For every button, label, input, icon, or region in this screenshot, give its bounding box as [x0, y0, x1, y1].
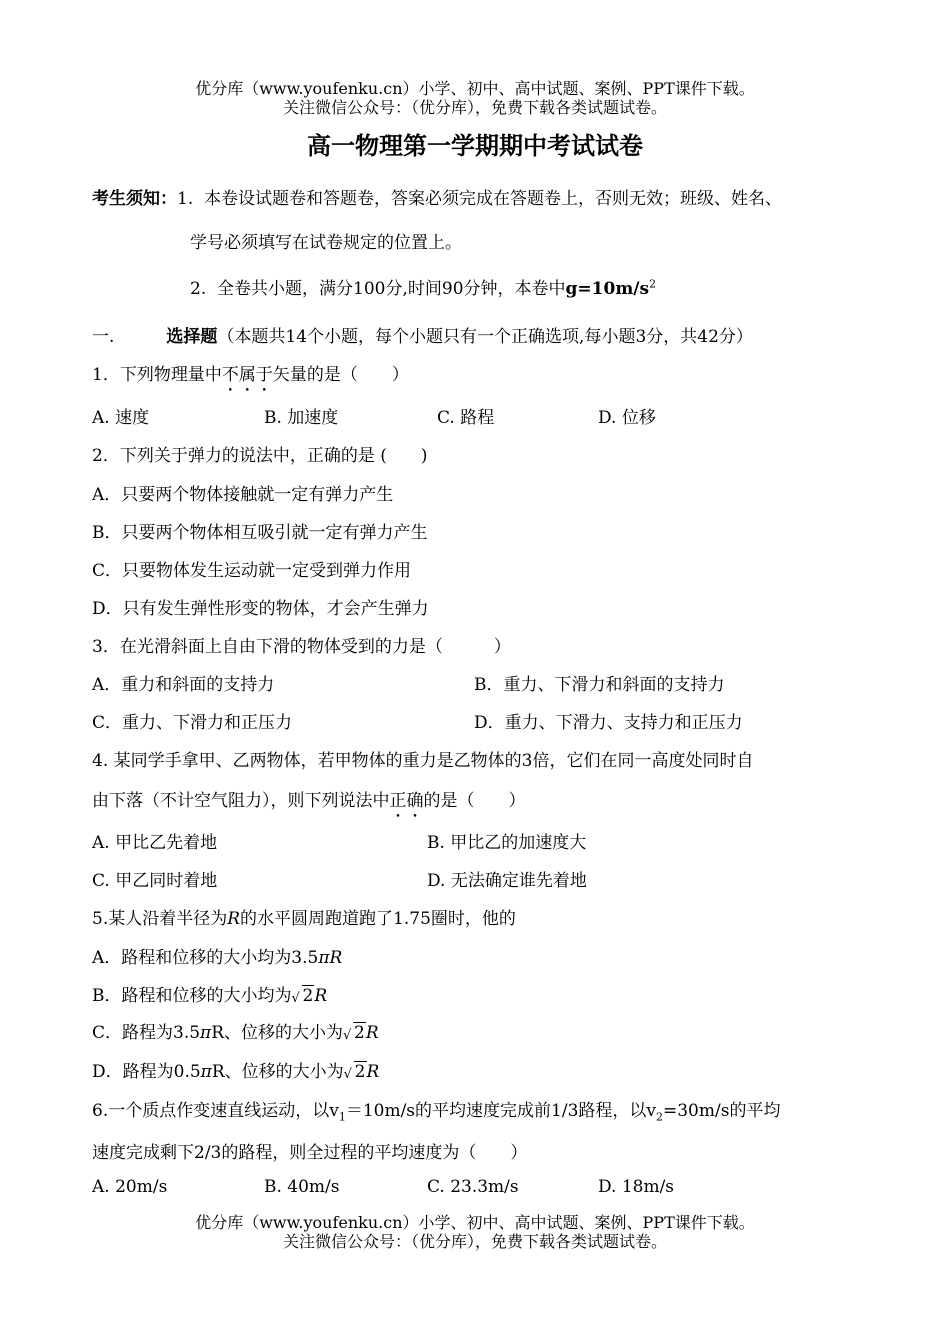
q5-option-d-r: R	[366, 1062, 380, 1082]
q5-stem-post: 的水平圆周跑道跑了1.75圈时，他的	[240, 909, 516, 929]
q6-option-b: B. 40m/s	[264, 1177, 340, 1197]
q2-stem: 2．下列关于弹力的说法中，正确的是 ( )	[92, 446, 428, 466]
q1-emph-1: 属	[238, 365, 256, 385]
q5-option-a	[92, 943, 342, 968]
q4-option-b: B. 甲比乙的加速度大	[427, 833, 587, 853]
q5-option-c-pi: π	[200, 1023, 212, 1043]
q1-option-a: A. 速度	[92, 408, 150, 428]
notice-item-1-num: 1.	[177, 189, 194, 209]
footer-line-2: 关注微信公众号：（优分库），免费下载各类试题试卷。	[282, 1232, 667, 1251]
q6-line-1-b: ＝10m/s的平均速度完成前1/3路程，以v	[345, 1101, 656, 1121]
sqrt-symbol: √ 2	[291, 986, 314, 1006]
q6-sub-2: 2	[656, 1110, 663, 1124]
q4-option-d: D. 无法确定谁先着地	[427, 871, 587, 891]
q4-stem-pre: 由下落（不计空气阻力），则下列说法中	[92, 791, 390, 811]
q4-option-c: C. 甲乙同时着地	[92, 871, 218, 891]
q1-stem-pre: 1．下列物理量中	[92, 365, 222, 385]
q5-option-b-r: R	[314, 986, 328, 1006]
page-title: 高一物理第一学期期中考试试卷	[307, 132, 643, 160]
q1-stem-post: 矢量的是（ ）	[272, 365, 409, 385]
q2-option-b: B．只要两个物体相互吸引就一定有弹力产生	[92, 523, 428, 543]
section-1-desc: （本题共14个小题，每个小题只有一个正确选项,每小题3分，共42分）	[217, 327, 753, 347]
q5-option-c-r: R	[365, 1023, 379, 1043]
q6-stem-line-2: 速度完成剩下2/3的路程，则全过程的平均速度为（ ）	[92, 1143, 528, 1163]
q5-option-b-sqrt-num: 2	[302, 986, 314, 1006]
section-1-num: 一.	[92, 327, 115, 347]
q4-stem-post: 的是（ ）	[423, 791, 526, 811]
q6-option-d: D. 18m/s	[598, 1177, 675, 1197]
q5-option-b	[92, 981, 327, 1006]
q6-stem-line-1	[92, 1096, 780, 1123]
q5-option-d	[92, 1057, 379, 1082]
q4-stem-line-2	[92, 786, 526, 811]
notice-item-1-text-b: 学号必须填写在试卷规定的位置上。	[190, 233, 462, 253]
q5-option-d-pre: D．路程为0.5	[92, 1062, 201, 1082]
q1-emph-2: 于	[255, 365, 273, 385]
q5-option-b-text: B．路程和位移的大小均为	[92, 986, 292, 1006]
q5-stem-r: R	[227, 909, 241, 929]
q6-option-a: A. 20m/s	[92, 1177, 168, 1197]
notice-item-1	[92, 184, 782, 209]
q4-emph-1: 确	[406, 791, 424, 811]
q3-option-b: B．重力、下滑力和斜面的支持力	[474, 675, 725, 695]
header-line-2: 关注微信公众号：（优分库），免费下载各类试题试卷。	[282, 98, 667, 117]
q5-stem	[92, 904, 516, 929]
q3-option-c: C．重力、下滑力和正压力	[92, 713, 293, 733]
q5-option-a-text: A．路程和位移的大小均为3.5	[92, 948, 319, 968]
q1-emph-0: 不	[221, 365, 239, 385]
q5-stem-pre: 5.某人沿着半径为	[92, 909, 228, 929]
notice-item-2-sup: 2	[649, 277, 657, 291]
q3-option-a: A．重力和斜面的支持力	[92, 675, 275, 695]
q6-option-c: C. 23.3m/s	[427, 1177, 519, 1197]
q5-option-c-sqrt-num: 2	[354, 1023, 365, 1043]
q6-line-1-c: =30m/s的平均	[663, 1101, 781, 1121]
notice-item-1-text-a: 本卷设试题卷和答题卷，答案必须完成在答题卷上，否则无效；班级、姓名、	[204, 189, 783, 209]
section-1-heading	[92, 322, 753, 347]
notice-item-2-g: g=10m/s	[565, 279, 650, 299]
notice-item-2-text: 全卷共小题，满分100分,时间90分钟，本卷中	[217, 279, 566, 299]
q3-stem: 3．在光滑斜面上自由下滑的物体受到的力是（ ）	[92, 637, 511, 657]
q4-emph-0: 正	[389, 791, 407, 811]
q5-option-d-sqrt-num: 2	[354, 1062, 366, 1082]
q1-stem	[92, 360, 409, 385]
q5-option-c-mid: R、位移的大小为	[211, 1023, 344, 1043]
q1-option-b: B. 加速度	[264, 408, 339, 428]
q6-line-1-a: 6.一个质点作变速直线运动，以v	[92, 1101, 339, 1121]
q3-option-d: D．重力、下滑力、支持力和正压力	[474, 713, 743, 733]
q6-sub-1: 1	[338, 1110, 346, 1124]
q1-option-d: D. 位移	[598, 408, 656, 428]
notice-item-2-num: 2.	[190, 279, 207, 299]
q5-option-a-r: R	[329, 948, 343, 968]
header-line-1: 优分库（www.youfenku.cn）小学、初中、高中试题、案例、PPT课件下载。	[195, 79, 755, 98]
q2-option-d: D．只有发生弹性形变的物体，才会产生弹力	[92, 599, 429, 619]
q5-option-d-pi: π	[200, 1062, 212, 1082]
footer-line-1: 优分库（www.youfenku.cn）小学、初中、高中试题、案例、PPT课件下载。	[195, 1213, 755, 1232]
q2-option-c: C．只要物体发生运动就一定受到弹力作用	[92, 561, 412, 581]
sqrt-symbol: √ 2	[343, 1023, 365, 1043]
q2-option-a: A．只要两个物体接触就一定有弹力产生	[92, 485, 394, 505]
notice-label: 考生须知：	[92, 189, 177, 209]
notice-item-2	[190, 274, 656, 299]
sqrt-symbol: √ 2	[343, 1062, 366, 1082]
q4-stem-line-1: 4. 某同学手拿甲、乙两物体，若甲物体的重力是乙物体的3倍，它们在同一高度处同时自	[92, 751, 754, 771]
section-1-label: 选择题	[166, 327, 218, 347]
q5-option-a-pi: π	[318, 948, 330, 968]
q1-option-c: C. 路程	[437, 408, 495, 428]
q5-option-c	[92, 1018, 379, 1043]
q5-option-c-pre: C．路程为3.5	[92, 1023, 201, 1043]
q4-option-a: A. 甲比乙先着地	[92, 833, 218, 853]
q5-option-d-mid: R、位移的大小为	[211, 1062, 344, 1082]
